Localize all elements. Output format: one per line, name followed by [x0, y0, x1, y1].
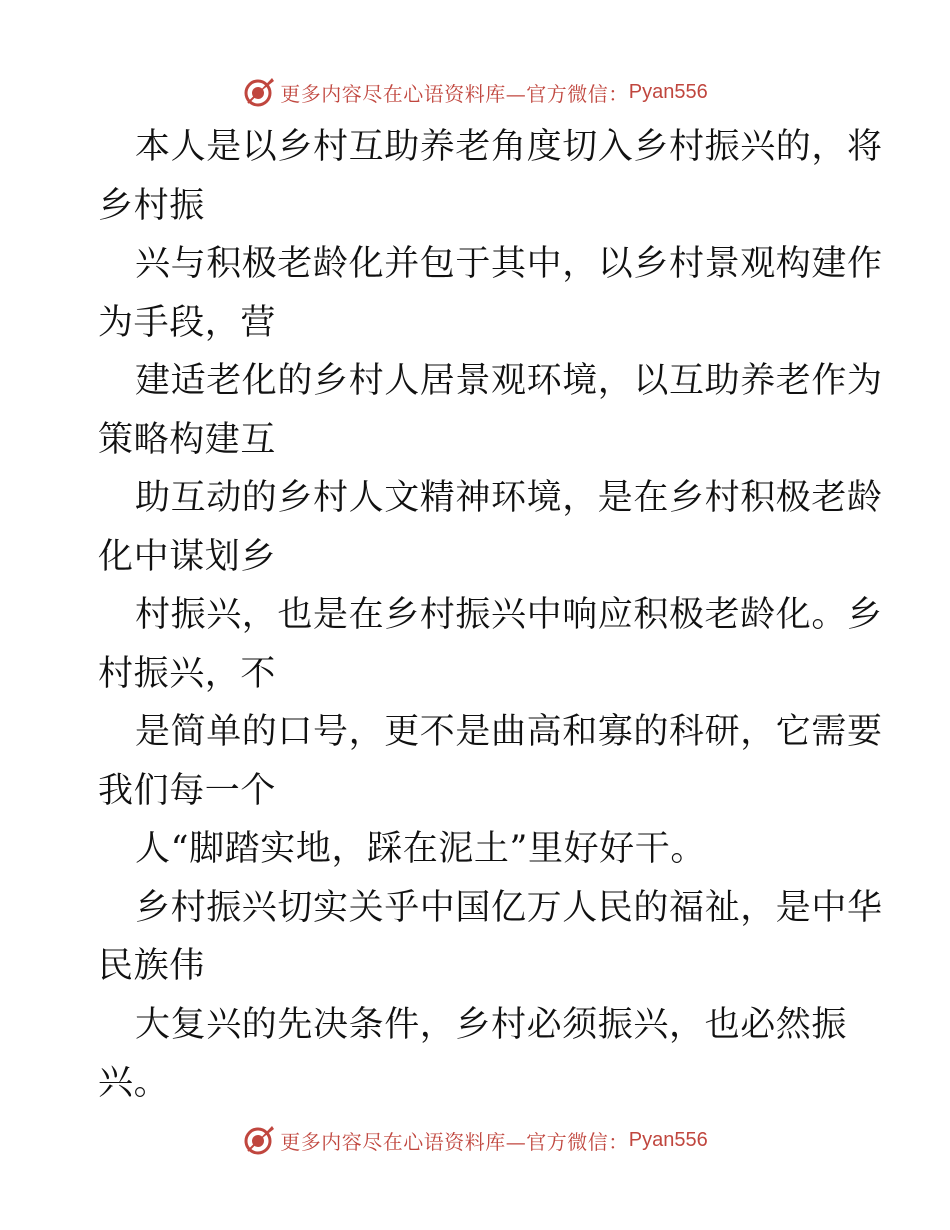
paragraph-line: 兴。	[98, 1063, 170, 1103]
paragraph-line: 乡村振	[98, 185, 205, 226]
banner-wechat-id: Pyan556	[628, 80, 708, 103]
paragraph-line: 本人是以乡村互助养老角度切入乡村振兴的，将	[135, 127, 883, 167]
paragraph-line: 民族伟	[98, 946, 205, 986]
document-body	[98, 118, 883, 1113]
feather-pen-logo-icon	[242, 1123, 276, 1157]
banner-text: 更多内容尽在心语资料库—官方微信：	[280, 1129, 629, 1154]
banner-wechat-id: Pyan556	[628, 1128, 708, 1151]
paragraph-line: 策略构建互	[98, 419, 277, 460]
paragraph-line: 助互动的乡村人文精神环境，是在乡村积极老龄	[135, 478, 883, 518]
paragraph-line: 大复兴的先决条件，乡村必须振兴，也必然振	[135, 1004, 848, 1045]
paragraph-line: 为手段，营	[98, 302, 277, 343]
paragraph-line: 人“脚踏实地，踩在泥土”里好好干。	[135, 829, 706, 869]
header-banner	[0, 70, 950, 114]
paragraph-line: 乡村振兴切实关乎中国亿万人民的福祉，是中华	[135, 887, 883, 928]
paragraph-line: 兴与积极老龄化并包于其中，以乡村景观构建作	[135, 244, 883, 284]
paragraph-line: 是简单的口号，更不是曲高和寡的科研，它需要	[135, 712, 883, 752]
paragraph-line: 村振兴，也是在乡村振兴中响应积极老龄化。乡	[135, 595, 883, 635]
banner-text: 更多内容尽在心语资料库—官方微信：	[280, 81, 629, 106]
footer-banner	[0, 1118, 950, 1162]
paragraph-line: 建适老化的乡村人居景观环境，以互助养老作为	[135, 361, 883, 401]
paragraph-line: 化中谋划乡	[98, 536, 277, 577]
feather-pen-logo-icon	[242, 75, 276, 109]
paragraph-line: 村振兴，不	[98, 653, 277, 694]
paragraph-line: 我们每一个	[98, 770, 277, 811]
